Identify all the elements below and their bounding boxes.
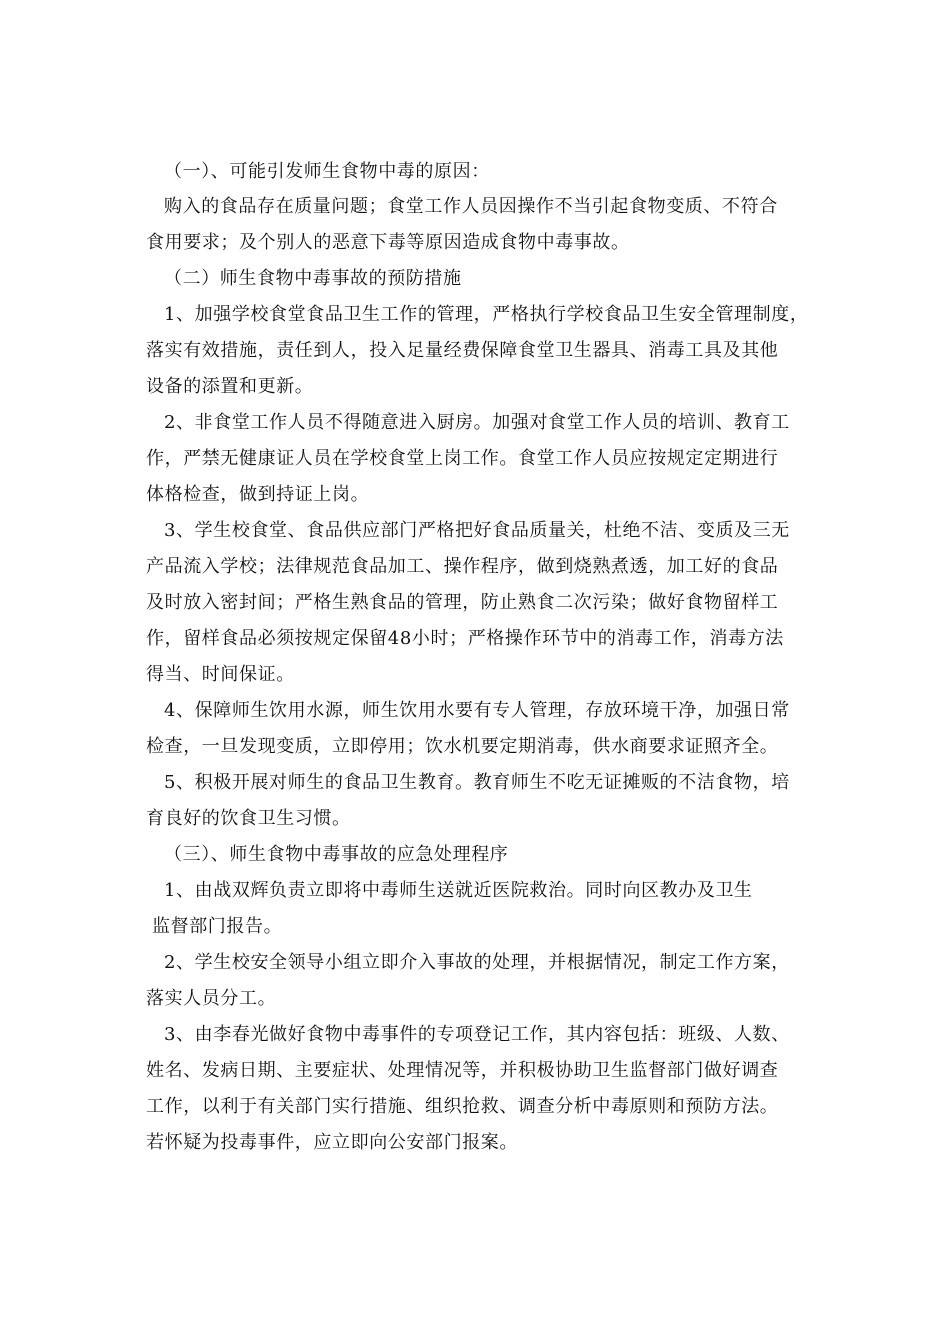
paragraph-line: 若怀疑为投毒事件，应立即向公安部门报案。 [146,1132,518,1153]
section-heading-2: （二）师生食物中毒事故的预防措施 [164,268,462,289]
section-heading-3: （三）、师生食物中毒事故的应急处理程序 [164,844,509,865]
paragraph-line: 及时放入密封间；严格生熟食品的管理，防止熟食二次污染；做好食物留样工 [146,592,779,613]
paragraph-line: 育良好的饮食卫生习惯。 [146,808,351,829]
paragraph-line: 3、由李春光做好食物中毒事件的专项登记工作，其内容包括：班级、人数、 [164,1024,790,1045]
paragraph-line: 得当、时间保证。 [146,664,295,685]
section-heading-1: （一）、可能引发师生食物中毒的原因： [164,161,490,182]
paragraph-line: 购入的食品存在质量问题；食堂工作人员因操作不当引起食物变质、不符合 [164,196,778,217]
paragraph-line: 设备的添置和更新。 [146,376,314,397]
paragraph-line: 体格检查，做到持证上岗。 [146,484,370,505]
paragraph-line: 5、积极开展对师生的食品卫生教育。教育师生不吃无证摊贩的不洁食物，培 [164,772,790,793]
paragraph-line: 作，留样食品必须按规定保留48小时；严格操作环节中的消毒工作，消毒方法 [146,628,784,649]
paragraph-line: 食用要求；及个别人的恶意下毒等原因造成食物中毒事故。 [146,232,630,253]
paragraph-line: 3、学生校食堂、食品供应部门严格把好食品质量关，杜绝不洁、变质及三无 [164,520,790,541]
paragraph-line: 检查，一旦发现变质，立即停用；饮水机要定期消毒，供水商要求证照齐全。 [146,736,779,757]
paragraph-line: 工作，以利于有关部门实行措施、组织抢救、调查分析中毒原则和预防方法。 [146,1096,779,1117]
paragraph-line: 产品流入学校；法律规范食品加工、操作程序，做到烧熟煮透，加工好的食品 [146,556,779,577]
paragraph-line: 2、学生校安全领导小组立即介入事故的处理，并根据情况，制定工作方案， [164,952,790,973]
paragraph-line: 2、非食堂工作人员不得随意进入厨房。加强对食堂工作人员的培训、教育工 [164,412,790,433]
paragraph-line: 落实人员分工。 [146,988,277,1009]
paragraph-line: 1、加强学校食堂食品卫生工作的管理，严格执行学校食品卫生安全管理制度， [164,304,809,325]
paragraph-line: 姓名、发病日期、主要症状、处理情况等，并积极协助卫生监督部门做好调查 [146,1060,779,1081]
paragraph-line: 1、由战双辉负责立即将中毒师生送就近医院救治。同时向区教办及卫生 [164,880,753,901]
paragraph-line: 作，严禁无健康证人员在学校食堂上岗工作。食堂工作人员应按规定定期进行 [146,448,779,469]
paragraph-line: 4、保障师生饮用水源，师生饮用水要有专人管理，存放环境干净，加强日常 [164,700,790,721]
paragraph-line: 落实有效措施，责任到人，投入足量经费保障食堂卫生器具、消毒工具及其他 [146,340,779,361]
paragraph-line: 监督部门报告。 [152,916,283,937]
